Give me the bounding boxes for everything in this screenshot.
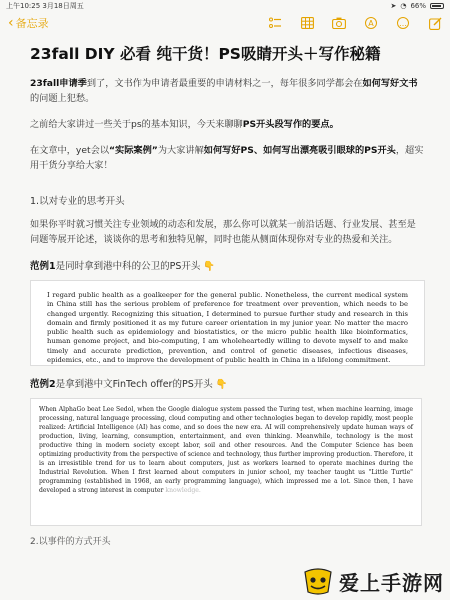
table-icon[interactable]: [300, 16, 314, 30]
watermark-text: 爱上手游网: [339, 570, 444, 595]
section-heading-2: 2.以事件的方式开头: [30, 537, 111, 547]
checklist-icon[interactable]: [268, 16, 282, 30]
example-2-image[interactable]: [30, 398, 422, 526]
paragraph-previous: [30, 117, 425, 132]
battery-icon: [430, 3, 444, 9]
paragraph-case: [30, 143, 425, 173]
watermark-logo-icon: [301, 566, 335, 596]
more-icon[interactable]: …: [399, 18, 407, 28]
chevron-left-icon: ‹: [8, 15, 14, 31]
text: ，超实用干货分享给大家！: [30, 145, 424, 171]
bold-text: PS开头段写作的要点。: [242, 119, 339, 130]
bold-text: 范例1: [30, 261, 56, 272]
camera-icon[interactable]: [332, 16, 346, 30]
text: 为大家讲解: [157, 145, 204, 156]
text: 到了，文书作为申请者最重要的申请材料之一，每年很多同学都会在: [86, 78, 363, 89]
toolbar-tools: [268, 16, 442, 30]
text: 是同时拿到港中科的公卫的PS开头: [55, 261, 201, 272]
notes-toolbar: [0, 12, 450, 34]
status-bar: [0, 0, 450, 12]
text: 的问题上犯愁。: [30, 93, 95, 104]
text: 在文章中，yet会以: [30, 145, 110, 156]
compose-icon[interactable]: [428, 16, 442, 30]
status-time: 上午10:25 3月18日周五: [6, 2, 84, 10]
note-content[interactable]: [30, 38, 425, 547]
example-2-label: [30, 376, 425, 390]
image-text: When AlphaGo beat Lee Sedol, when the Google dialogue system passed the Turing test, when machine learning, image processing, natural language processing, cloud computing and other technologies began to develop rapidly, most people realized: Artificial Intelligence (AI) has come, and so does the new era. AI will comprehensively update human ways of production, living, learning, consumption, entertainment, and even thinking. Meanwhile, technology is the most productive thing in modern society except labor, soil and other resources. And the Computer Science has been optimizing productivity from the perspective of science and technology, thus further improving production. Therefore, it is an irresistible trend for us to learn about computers, just as workers learned to operate machines during the Industrial Revolution. When I first learned about computers in junior school, my teacher taught us "Little Turtle" programming (established in 1968, an early programming language), which impressed me a lot. Since then, I have developed a strong interest in computer: [39, 406, 413, 495]
back-button[interactable]: [8, 15, 49, 31]
pointing-down-icon: 👇: [215, 379, 228, 390]
image-text-faded: knowledge.: [165, 487, 201, 495]
markup-icon[interactable]: A: [364, 16, 378, 30]
text: 之前给大家讲过一些关于ps的基本知识，今天来聊聊: [30, 119, 243, 130]
example-1-label: [30, 258, 425, 272]
bold-text: 23fall申请季: [30, 78, 87, 89]
status-right: [390, 2, 444, 10]
paragraph-section-1: 如果你平时就习惯关注专业领域的动态和发展，那么你可以就某一前沿话题、行业发展、甚至是问题等展开论述，谈谈你的思考和独特见解，同时也能从侧面体现你对专业的热爱和关注。: [30, 219, 416, 245]
image-text: I regard public health as a goalkeeper for the general public. Nonetheless, the current medical system in China still has the serious problem of preference for treatment over prevention, which needs to be changed urgently. Recognizing this situation, I determined to pursue further study and research in this domain and firmly positioned it as my future career orientation in my junior year. No matter the macro public health such as epidemiology and biostatistics, or the micro public health like bioinformatics, human genome project, and bio-computing, I am wholeheartedly willing to devote myself to and make timely and accurate prediction, prevention, and control of genetic diseases, infectious diseases, epidemics, etc., and to improve the development of public health in China in a lifelong commitment.: [47, 291, 408, 365]
back-label: 备忘录: [15, 17, 49, 30]
pointing-down-icon: 👇: [203, 261, 216, 272]
paragraph-intro: [30, 76, 425, 106]
watermark: [301, 564, 444, 598]
section-heading-1: 1.以对专业的思考开头: [30, 196, 125, 207]
note-title: 23fall DIY 必看 纯干货！PS吸睛开头＋写作秘籍: [30, 45, 381, 63]
bold-text: 如何写好文书: [362, 78, 418, 89]
bold-text: 范例2: [30, 379, 56, 390]
battery-percent: 66%: [410, 2, 426, 10]
bold-text: “实际案例”: [109, 145, 158, 156]
wifi-icon: ◔: [400, 2, 407, 10]
example-1-image[interactable]: [30, 280, 425, 366]
location-icon: ➤: [390, 2, 397, 10]
text: 是拿到港中文FinTech offer的PS开头: [55, 379, 213, 390]
bold-text: 如何写好PS、如何写出漂亮吸引眼球的PS开头: [203, 145, 396, 156]
